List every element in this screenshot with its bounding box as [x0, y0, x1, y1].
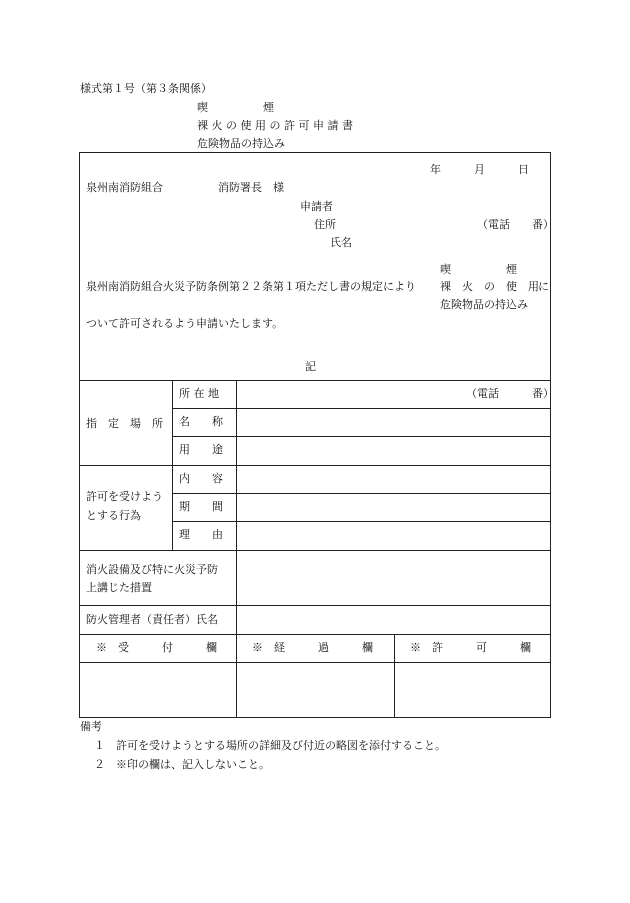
rule: [79, 662, 551, 663]
table-top-rule: [79, 380, 551, 381]
note-do-not-fill: ２ ※印の欄は、記入しないこと。: [94, 758, 270, 771]
period-label: 期 間: [179, 500, 223, 513]
act-label-line2: とする行為: [86, 509, 141, 522]
regulation-text: 泉州南消防組合火災予防条例第２２条第１項ただし書の規定により: [86, 280, 416, 293]
form-number: 様式第１号（第３条関係）: [80, 82, 212, 95]
column-rule: [236, 380, 237, 718]
option-smoking: 喫 煙: [440, 263, 517, 276]
rule: [172, 521, 551, 522]
title-line-hazardous: 危険物品の持込み: [197, 137, 285, 150]
option-open-flame: 裸 火 の 使 用: [440, 280, 539, 293]
title-line-main: 裸 火 の 使 用 の 許 可 申 請 書: [197, 119, 353, 132]
rule: [172, 408, 551, 409]
reason-label: 理 由: [179, 528, 223, 541]
rule: [172, 436, 551, 437]
act-label-line1: 許可を受けよう: [86, 490, 163, 503]
rule: [79, 550, 551, 551]
applicant-phone: （電話 番）: [477, 218, 554, 231]
name-label: 氏名: [330, 236, 352, 249]
facility-name-label: 名 称: [179, 415, 223, 428]
progress-column-header: ※ 経 過 欄: [252, 641, 373, 654]
title-line-smoking: 喫 煙: [197, 101, 274, 114]
location-phone: （電話 番）: [466, 387, 554, 400]
address-label: 住所: [314, 218, 336, 231]
measures-label-line2: 上講じた措置: [86, 581, 152, 594]
fire-manager-label: 防火管理者（責任者）氏名: [86, 613, 218, 626]
option-hazardous: 危険物品の持込み: [440, 298, 528, 311]
rule: [79, 465, 551, 466]
designated-place-label: 指 定 場 所: [86, 417, 163, 430]
rule: [79, 634, 551, 635]
use-label: 用 途: [179, 443, 223, 456]
column-rule: [172, 380, 173, 550]
date-field: 年 月 日: [430, 163, 529, 176]
content-label: 内 容: [179, 472, 223, 485]
permission-column-header: ※ 許 可 欄: [410, 641, 531, 654]
measures-label-line1: 消火設備及び特に火災予防: [86, 563, 218, 576]
request-text: ついて許可されるよう申請いたします。: [86, 317, 284, 330]
notes-heading: 備考: [80, 720, 102, 733]
reception-column-header: ※ 受 付 欄: [96, 641, 217, 654]
rule: [79, 605, 551, 606]
applicant-label: 申請者: [300, 200, 333, 213]
rule: [172, 493, 551, 494]
particle-ni: に: [538, 280, 549, 293]
note-attach-map: １ 許可を受けようとする場所の詳細及び付近の略図を添付すること。: [94, 739, 446, 752]
ki-marker: 記: [305, 360, 316, 373]
addressee: 泉州南消防組合 消防署長 様: [86, 181, 284, 194]
column-rule: [394, 634, 395, 718]
location-label: 所 在 地: [179, 387, 219, 400]
